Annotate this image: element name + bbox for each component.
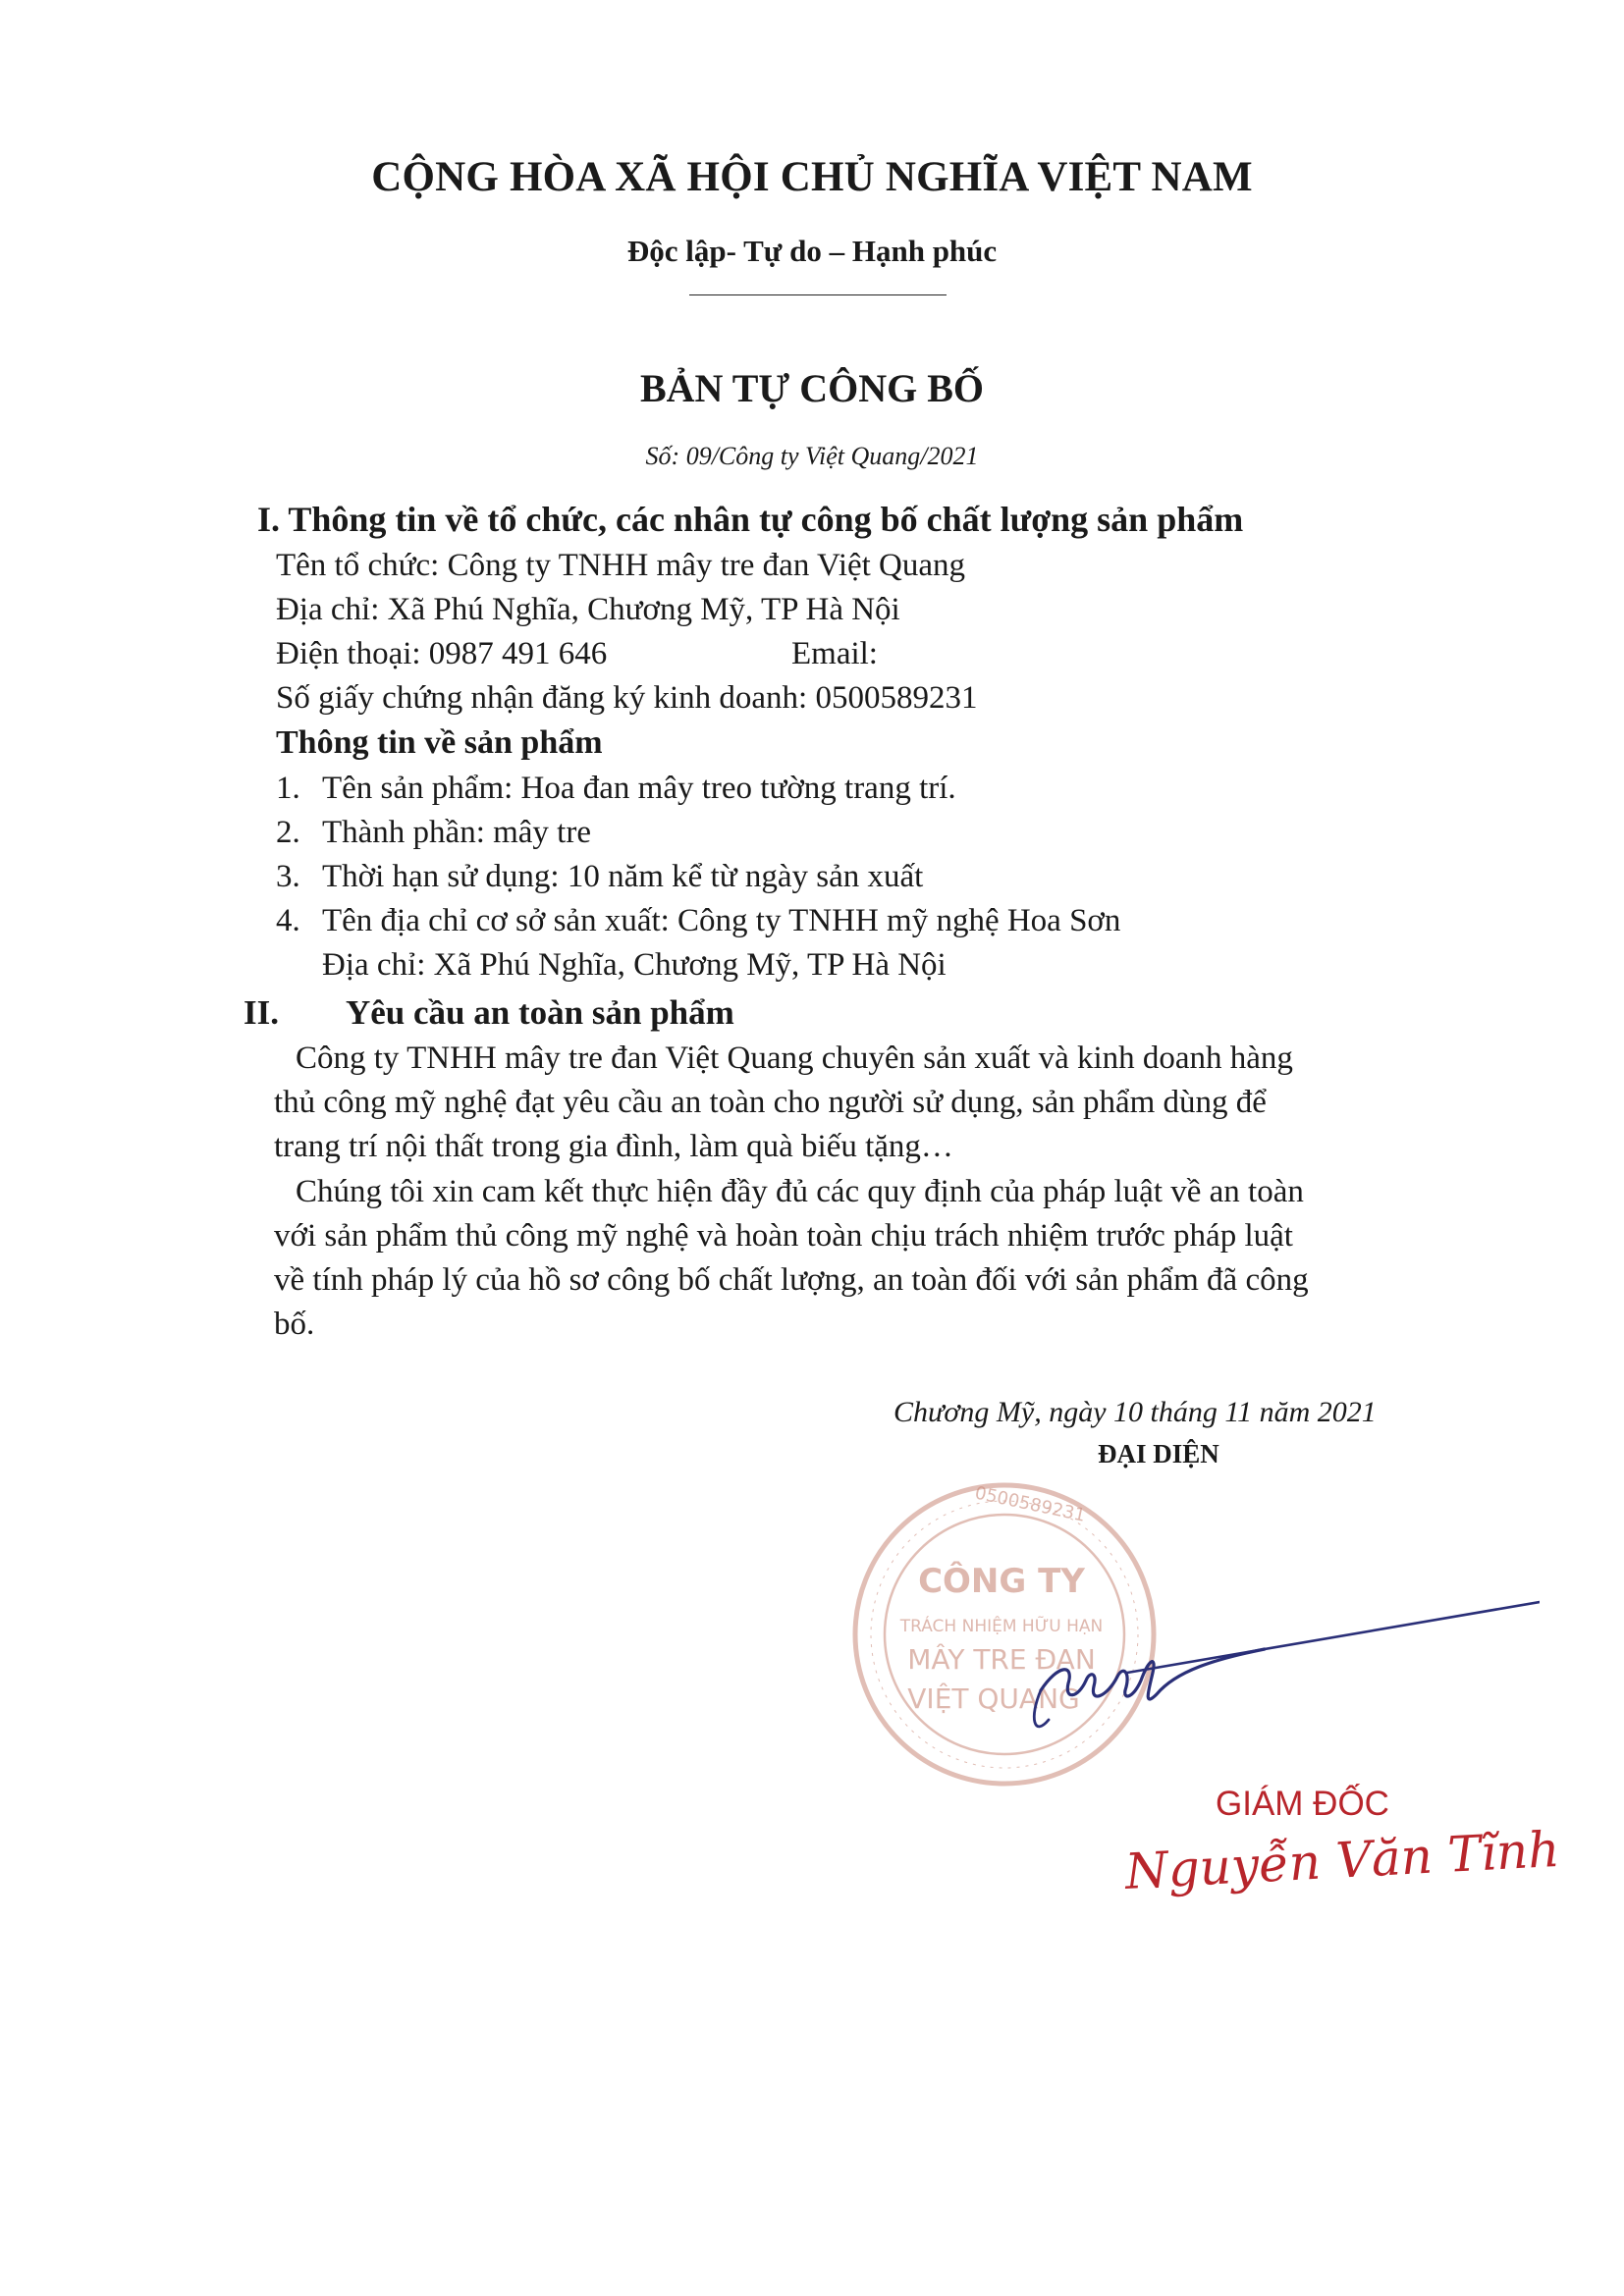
paragraph-line: với sản phẩm thủ công mỹ nghệ và hoàn toàn chịu trách nhiệm trước pháp luật bbox=[274, 1218, 1293, 1254]
seal-text: MÂY TRE ĐAN bbox=[907, 1643, 1096, 1676]
org-phone: Điện thoại: 0987 491 646 bbox=[276, 636, 608, 671]
seal-text: CÔNG TY bbox=[918, 1562, 1085, 1601]
paragraph-line: thủ công mỹ nghệ đạt yêu cầu an toàn cho người sử dụng, sản phẩm dùng để bbox=[274, 1085, 1267, 1120]
org-name: Tên tổ chức: Công ty TNHH mây tre đan Việt Quang bbox=[276, 548, 966, 583]
national-motto: Độc lập- Tự do – Hạnh phúc bbox=[626, 234, 998, 268]
place-and-date: Chương Mỹ, ngày 10 tháng 11 năm 2021 bbox=[893, 1396, 1377, 1428]
seal-text: TRÁCH NHIỆM HỮU HẠN bbox=[899, 1617, 1104, 1636]
section-1-heading: I. Thông tin về tổ chức, các nhân tự công bố chất lượng sản phẩm bbox=[257, 500, 1244, 539]
seal-text: VIỆT QUANG bbox=[907, 1682, 1080, 1715]
director-title: GIÁM ĐỐC bbox=[1216, 1785, 1389, 1823]
org-address: Địa chỉ: Xã Phú Nghĩa, Chương Mỹ, TP Hà Nội bbox=[276, 592, 900, 627]
document-number: Số: 09/Công ty Việt Quang/2021 bbox=[645, 442, 979, 470]
business-cert: Số giấy chứng nhận đăng ký kinh doanh: 0500589231 bbox=[276, 680, 978, 716]
title-underline bbox=[689, 294, 947, 295]
org-email: Email: bbox=[791, 636, 878, 671]
paragraph-line: bố. bbox=[274, 1307, 315, 1342]
company-seal-and-signature bbox=[833, 1463, 1561, 1934]
section-2-numeral: II. bbox=[244, 993, 279, 1032]
director-name: Nguyễn Văn Tĩnh bbox=[1123, 1820, 1561, 1900]
seal-text: 0500589231 bbox=[972, 1482, 1088, 1526]
product-item: 4. Tên địa chỉ cơ sở sản xuất: Công ty TNHH mỹ nghệ Hoa Sơn bbox=[276, 903, 1121, 938]
document-title: BẢN TỰ CÔNG BỐ bbox=[639, 366, 985, 410]
producer-address: Địa chỉ: Xã Phú Nghĩa, Chương Mỹ, TP Hà Nội bbox=[322, 947, 947, 983]
paragraph-line: trang trí nội thất trong gia đình, làm quà biếu tặng… bbox=[274, 1129, 953, 1164]
product-item: 1. Tên sản phẩm: Hoa đan mây treo tường trang trí. bbox=[276, 771, 956, 806]
paragraph-line: Chúng tôi xin cam kết thực hiện đầy đủ các quy định của pháp luật về an toàn bbox=[296, 1174, 1304, 1209]
representative-label: ĐẠI DIỆN bbox=[1098, 1439, 1219, 1468]
product-item: 3. Thời hạn sử dụng: 10 năm kể từ ngày sản xuất bbox=[276, 859, 924, 894]
paragraph-line: Công ty TNHH mây tre đan Việt Quang chuyên sản xuất và kinh doanh hàng bbox=[296, 1041, 1293, 1076]
paragraph-line: về tính pháp lý của hồ sơ công bố chất lượng, an toàn đối với sản phẩm đã công bbox=[274, 1262, 1309, 1298]
national-title: CỘNG HÒA XÃ HỘI CHỦ NGHĨA VIỆT NAM bbox=[371, 154, 1253, 200]
product-item: 2. Thành phần: mây tre bbox=[276, 815, 591, 850]
product-info-heading: Thông tin về sản phẩm bbox=[276, 724, 603, 761]
section-2-heading: Yêu cầu an toàn sản phẩm bbox=[346, 993, 734, 1032]
